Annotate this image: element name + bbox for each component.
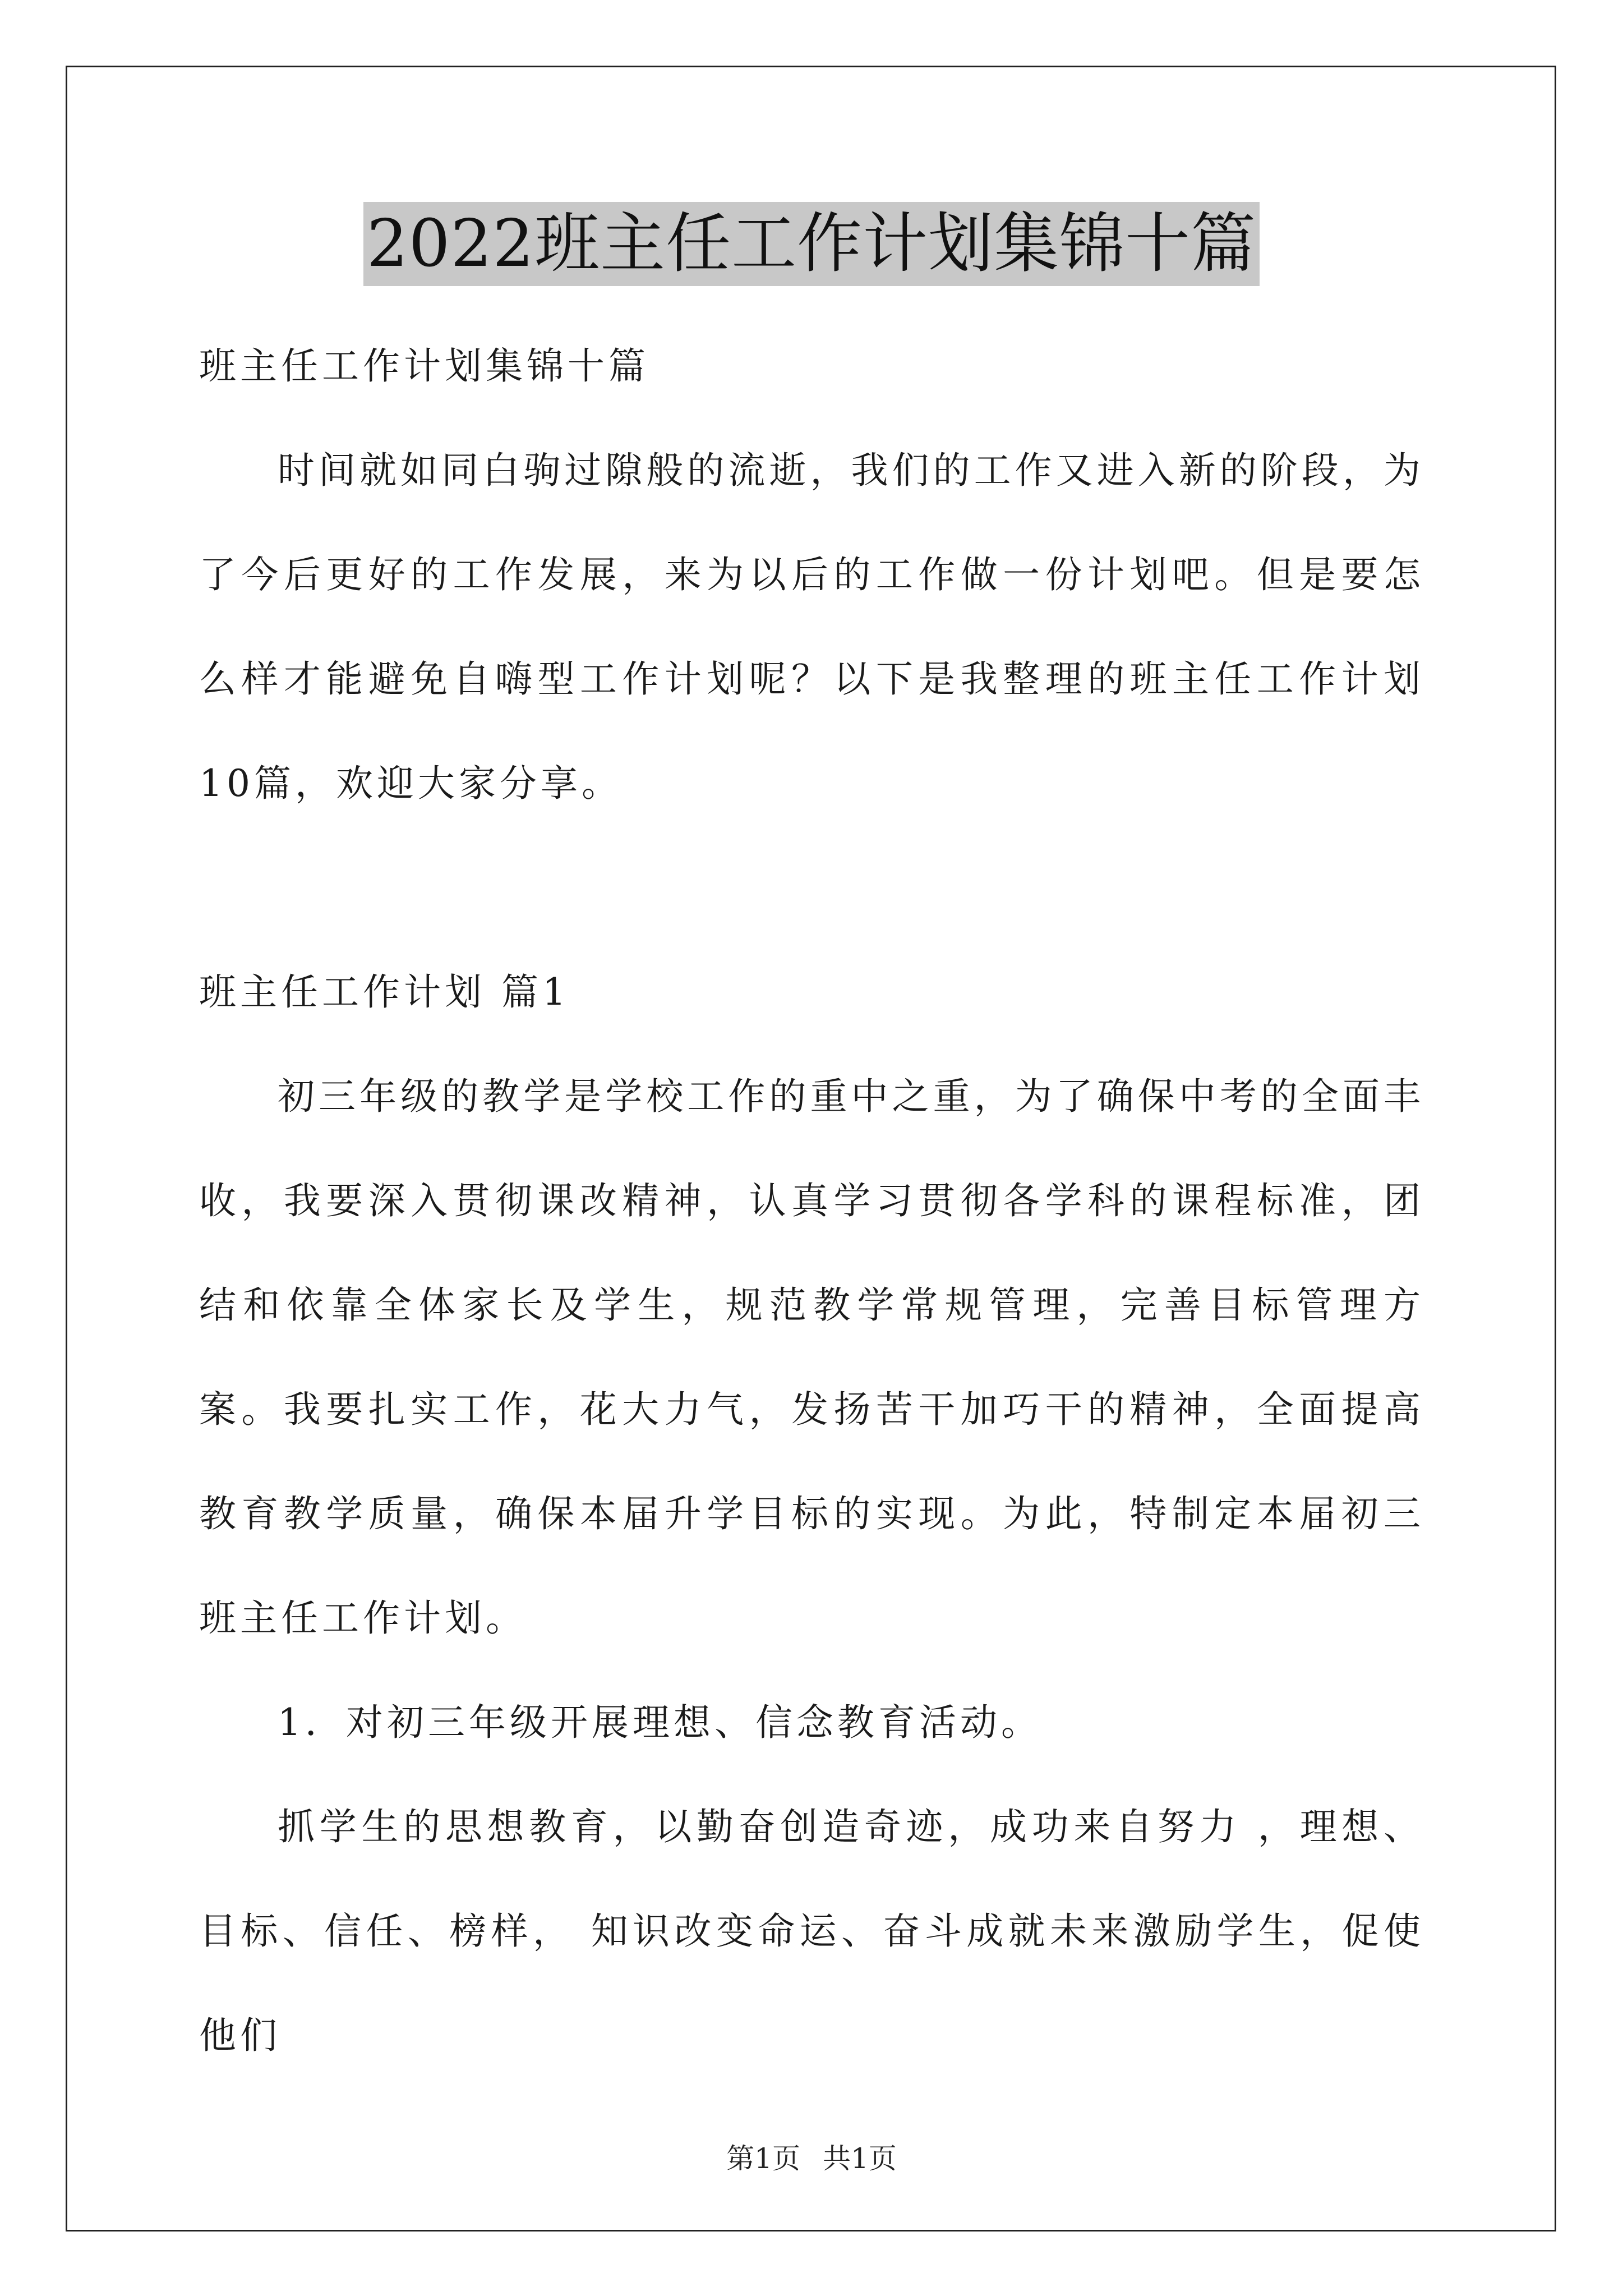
- paragraph-gap: [199, 836, 1424, 940]
- document-title: 2022班主任工作计划集锦十篇: [363, 202, 1260, 286]
- title-container: [0, 202, 1623, 286]
- document-subtitle: 班主任工作计划集锦十篇: [199, 344, 649, 388]
- section-heading: 班主任工作计划 篇1: [199, 970, 570, 1014]
- page-total: 共1页: [823, 2142, 897, 2175]
- page-footer: [0, 2136, 1623, 2177]
- intro-paragraph: 时间就如同白驹过隙般的流逝，我们的工作又进入新的阶段，为了今后更好的工作发展，来为以后的工作做一份计划吧。但是要怎么样才能避免自嗨型工作计划呢？以下是我整理的班主任工作计划10篇，欢迎大家分享。: [199, 449, 1424, 805]
- page-number: 第1页: [726, 2142, 800, 2175]
- list-item-paragraph: 抓学生的思想教育，以勤奋创造奇迹，成功来自努力 ，理想、目标、信任、榜样， 知识改变命运、奋斗成就未来激励学生，促使他们: [199, 1805, 1424, 2057]
- document-body: [199, 314, 1424, 2088]
- list-item-heading: 1．对初三年级开展理想、信念教育活动。: [278, 1701, 1042, 1744]
- section-paragraph: 初三年级的教学是学校工作的重中之重，为了确保中考的全面丰收，我要深入贯彻课改精神，认真学习贯彻各学科的课程标准，团结和依靠全体家长及学生，规范教学常规管理，完善目标管理方案。我要扎实工作，花大力气，发扬苦干加巧干的精神，全面提高教育教学质量，确保本届升学目标的实现。为此，特制定本届初三班主任工作计划。: [199, 1075, 1424, 1640]
